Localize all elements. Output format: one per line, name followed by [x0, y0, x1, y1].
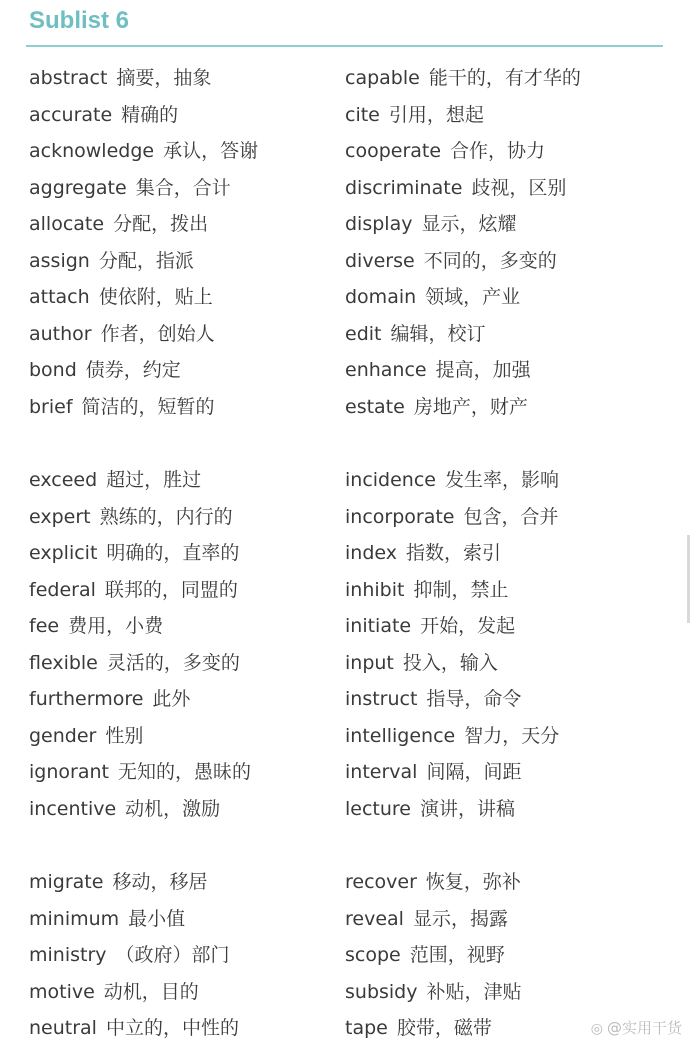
vocab-word: gender — [29, 724, 97, 747]
vocab-meaning: 简洁的，短暂的 — [81, 395, 215, 418]
vocab-meaning: 胶带，磁带 — [396, 1017, 492, 1039]
vocab-meaning: 最小值 — [128, 907, 186, 930]
vocab-word: display — [345, 213, 413, 235]
vocab-row — [345, 791, 581, 828]
vocab-word: author — [29, 322, 92, 345]
vocab-row — [29, 974, 258, 1011]
vocab-row — [345, 389, 581, 426]
vocab-row — [345, 608, 581, 645]
vocab-word: neutral — [29, 1017, 97, 1039]
word-group — [29, 462, 258, 827]
vocab-meaning: 合作，协力 — [450, 140, 546, 162]
vocab-word: initiate — [345, 615, 412, 637]
vocab-row — [345, 754, 581, 791]
vocab-meaning: 承认，答谢 — [163, 140, 259, 162]
vocab-word: interval — [345, 761, 418, 783]
vocab-meaning: （政府）部门 — [115, 944, 230, 966]
vocab-row — [345, 462, 581, 499]
vocab-meaning: 不同的，多变的 — [423, 249, 557, 272]
vocab-meaning: 债券，约定 — [85, 359, 181, 381]
vocab-meaning: 能干的，有才华的 — [428, 67, 581, 89]
vocab-meaning: 开始，发起 — [420, 615, 516, 637]
vocab-word: reveal — [345, 907, 404, 930]
vocab-meaning: 包含，合并 — [463, 505, 559, 528]
vocab-word: recover — [345, 871, 417, 893]
vocab-word: ignorant — [29, 761, 109, 783]
vocab-row — [345, 279, 581, 316]
vocab-word: exceed — [29, 469, 98, 491]
vocab-meaning: 灵活的，多变的 — [106, 651, 240, 674]
vocab-row — [345, 718, 581, 755]
vocab-word: incorporate — [345, 505, 455, 528]
vocab-word: estate — [345, 395, 405, 418]
vocab-meaning: 发生率，影响 — [444, 469, 559, 491]
watermark — [591, 1017, 682, 1038]
vocab-word: instruct — [345, 688, 418, 710]
vocab-word: lecture — [345, 797, 411, 820]
vocab-row — [29, 499, 258, 536]
vocab-meaning: 领域，产业 — [425, 286, 521, 308]
vocab-meaning: 提高，加强 — [435, 359, 531, 381]
vocab-meaning: 精确的 — [121, 103, 179, 126]
vocab-word: migrate — [29, 871, 104, 893]
vocab-word: capable — [345, 67, 420, 89]
vocab-row — [345, 133, 581, 170]
word-group — [345, 462, 581, 827]
vocab-row — [29, 462, 258, 499]
vocab-word: acknowledge — [29, 140, 155, 162]
vocab-word: discriminate — [345, 176, 463, 199]
vocab-meaning: 分配，指派 — [98, 249, 194, 272]
word-group — [29, 864, 258, 1047]
vocab-row — [345, 974, 581, 1011]
vocab-row — [29, 681, 258, 718]
vocab-word: expert — [29, 505, 91, 528]
vocab-meaning: 使依附，贴上 — [98, 286, 213, 308]
vocab-word: scope — [345, 944, 401, 966]
vocab-meaning: 间隔，间距 — [426, 761, 522, 783]
weibo-icon: ◎ — [590, 1021, 603, 1037]
vocab-row — [345, 937, 581, 974]
vocab-meaning: 集合，合计 — [135, 176, 231, 199]
vocab-word: edit — [345, 322, 382, 345]
vocab-meaning: 显示，揭露 — [412, 907, 508, 930]
vocab-row — [345, 60, 581, 97]
word-group — [29, 60, 258, 425]
vocab-row — [29, 937, 258, 974]
vocab-word: incentive — [29, 797, 117, 820]
vocab-row — [29, 279, 258, 316]
vocab-row — [29, 535, 258, 572]
vocab-meaning: 性别 — [105, 724, 144, 747]
right-column — [345, 60, 581, 1047]
vocab-word: ministry — [29, 944, 107, 966]
vocab-word: index — [345, 542, 397, 564]
vocab-row — [345, 901, 581, 938]
vocab-word: cite — [345, 103, 380, 126]
vocab-row — [29, 718, 258, 755]
vocab-row — [345, 243, 581, 280]
vocab-meaning: 编辑，校订 — [390, 322, 486, 345]
vocab-meaning: 智力，天分 — [464, 724, 560, 747]
vocab-row — [29, 206, 258, 243]
page-title: Sublist 6 — [29, 7, 130, 34]
vocab-word: diverse — [345, 249, 415, 272]
vocab-meaning: 动机，激励 — [125, 797, 221, 820]
vocab-row — [345, 645, 581, 682]
vocab-word: assign — [29, 249, 90, 272]
vocab-word: fee — [29, 615, 60, 637]
vocab-meaning: 补贴，津贴 — [426, 980, 522, 1003]
vocab-row — [29, 572, 258, 609]
vocab-word: aggregate — [29, 176, 127, 199]
vocab-row — [345, 352, 581, 389]
vocab-row — [345, 681, 581, 718]
left-column — [29, 60, 258, 1047]
vocab-row — [29, 389, 258, 426]
vocab-meaning: 超过，胜过 — [106, 469, 202, 491]
vocab-row — [345, 170, 581, 207]
vocab-word: accurate — [29, 103, 113, 126]
vocab-row — [29, 243, 258, 280]
vocab-row — [345, 206, 581, 243]
vocab-meaning: 费用，小费 — [68, 615, 164, 637]
vocab-row — [345, 535, 581, 572]
vocab-row — [345, 97, 581, 134]
vocab-meaning: 动机，目的 — [103, 980, 199, 1003]
vocab-row — [29, 645, 258, 682]
vocab-meaning: 房地产，财产 — [413, 395, 528, 418]
vocab-row — [29, 754, 258, 791]
vocab-meaning: 中立的，中性的 — [105, 1017, 239, 1039]
vocab-meaning: 抑制，禁止 — [413, 578, 509, 601]
vocab-meaning: 联邦的，同盟的 — [104, 578, 238, 601]
vocab-meaning: 显示，炫耀 — [421, 213, 517, 235]
vocab-row — [29, 352, 258, 389]
vocab-word: attach — [29, 286, 90, 308]
vocab-word: explicit — [29, 542, 98, 564]
vocab-word: cooperate — [345, 140, 442, 162]
vocab-word: abstract — [29, 67, 108, 89]
vocab-meaning: 指数，索引 — [405, 542, 501, 564]
vocab-meaning: 摘要，抽象 — [116, 67, 212, 89]
vocab-row — [345, 1010, 581, 1047]
vocab-meaning: 演讲，讲稿 — [420, 797, 516, 820]
vocab-word: inhibit — [345, 578, 405, 601]
vocab-word: incidence — [345, 469, 436, 491]
vocab-row — [29, 170, 258, 207]
vocab-meaning: 熟练的，内行的 — [99, 505, 233, 528]
vocab-word: domain — [345, 286, 417, 308]
vocab-meaning: 此外 — [152, 688, 191, 710]
vocab-word: allocate — [29, 213, 105, 235]
vocab-word: minimum — [29, 907, 120, 930]
vocab-word: bond — [29, 359, 77, 381]
vocab-row — [29, 791, 258, 828]
vocab-row — [29, 608, 258, 645]
vocab-row — [345, 499, 581, 536]
vocab-row — [345, 864, 581, 901]
vocab-meaning: 歧视，区别 — [471, 176, 567, 199]
vocab-row — [345, 316, 581, 353]
vocab-meaning: 恢复，弥补 — [425, 871, 521, 893]
vocab-word: federal — [29, 578, 96, 601]
vocab-meaning: 投入，输入 — [402, 651, 498, 674]
vocab-meaning: 明确的，直率的 — [106, 542, 240, 564]
vocab-word: input — [345, 651, 394, 674]
vocab-row — [29, 60, 258, 97]
vocab-meaning: 引用，想起 — [388, 103, 484, 126]
vocab-word: intelligence — [345, 724, 456, 747]
vocab-row — [345, 572, 581, 609]
vocab-row — [29, 316, 258, 353]
watermark-text: @实用干货 — [606, 1019, 682, 1037]
vocab-word: tape — [345, 1017, 388, 1039]
vocab-row — [29, 133, 258, 170]
word-group — [345, 60, 581, 425]
vocab-word: subsidy — [345, 980, 418, 1003]
word-group — [345, 864, 581, 1047]
vocab-meaning: 移动，移居 — [112, 871, 208, 893]
vocab-row — [29, 864, 258, 901]
vocab-meaning: 无知的，愚昧的 — [117, 761, 251, 783]
vocab-row — [29, 97, 258, 134]
vocab-meaning: 作者，创始人 — [100, 322, 215, 345]
vocab-meaning: 范围，视野 — [409, 944, 505, 966]
vocab-word: flexible — [29, 651, 98, 674]
vocab-word: motive — [29, 980, 95, 1003]
vocab-row — [29, 1010, 258, 1047]
vocab-meaning: 分配，拨出 — [113, 213, 209, 235]
title-divider — [26, 45, 663, 47]
vocab-row — [29, 901, 258, 938]
vocab-word: brief — [29, 395, 73, 418]
vocab-word: furthermore — [29, 688, 144, 710]
vocab-meaning: 指导，命令 — [426, 688, 522, 710]
vocab-word: enhance — [345, 359, 427, 381]
